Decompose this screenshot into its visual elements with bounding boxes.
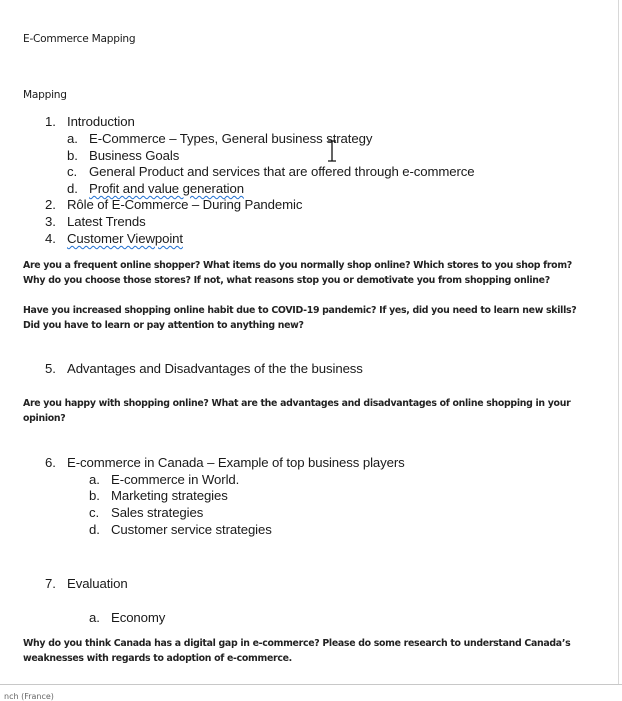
outline-item-6a[interactable]: a. E-commerce in World.	[89, 472, 240, 487]
status-language[interactable]: nch (France)	[4, 692, 54, 701]
outline-item-1[interactable]: 1. Introduction	[45, 114, 135, 129]
question-shopper-line2: Why do you choose those stores? If not, what reasons stop you or demotivate you from shopping online?	[23, 275, 550, 286]
outline-item-6b[interactable]: b. Marketing strategies	[89, 488, 228, 503]
outline-item-7a[interactable]: a. Economy	[89, 610, 166, 625]
question-happy-line2: opinion?	[23, 413, 66, 424]
outline-item-1a[interactable]: a. E-Commerce – Types, General business strategy	[67, 131, 373, 146]
outline-item-1c[interactable]: c. General Product and services that are offered through e-commerce	[67, 164, 475, 179]
question-gap-line1: Why do you think Canada has a digital gap in e-commerce? Please do some research to understand Canada’s	[23, 638, 571, 649]
outline-item-6c[interactable]: c. Sales strategies	[89, 505, 204, 520]
outline-item-1b[interactable]: b. Business Goals	[67, 148, 180, 163]
outline-item-3[interactable]: 3. Latest Trends	[45, 214, 146, 229]
outline-item-7[interactable]: 7. Evaluation	[45, 576, 128, 591]
text-cursor-icon	[326, 140, 338, 162]
outline-item-6[interactable]: 6. E-commerce in Canada – Example of top business players	[45, 455, 405, 470]
outline-item-1d[interactable]: d. Profit and value generation	[67, 181, 244, 196]
outline-item-2[interactable]: 2. Rôle of E-Commerce – During Pandemic	[45, 197, 303, 212]
ibeam-icon	[326, 140, 338, 162]
status-bar	[0, 684, 622, 701]
document-header-title: E-Commerce Mapping	[23, 33, 136, 45]
question-happy-line1: Are you happy with shopping online? What are the advantages and disadvantages of online shopping in your	[23, 398, 571, 409]
outline-item-4[interactable]: 4. Customer Viewpoint	[45, 231, 183, 246]
section-heading: Mapping	[23, 89, 67, 101]
question-gap-line2: weaknesses with regards to adoption of e-commerce.	[23, 653, 292, 664]
outline-item-5[interactable]: 5. Advantages and Disadvantages of the the business	[45, 361, 363, 376]
outline-item-6d[interactable]: d. Customer service strategies	[89, 522, 272, 537]
question-covid-line1: Have you increased shopping online habit due to COVID-19 pandemic? If yes, did you need to learn new skills?	[23, 305, 577, 316]
question-shopper-line1: Are you a frequent online shopper? What items do you normally shop online? Which stores to you shop from?	[23, 260, 572, 271]
question-covid-line2: Did you have to learn or pay attention to anything new?	[23, 320, 304, 331]
